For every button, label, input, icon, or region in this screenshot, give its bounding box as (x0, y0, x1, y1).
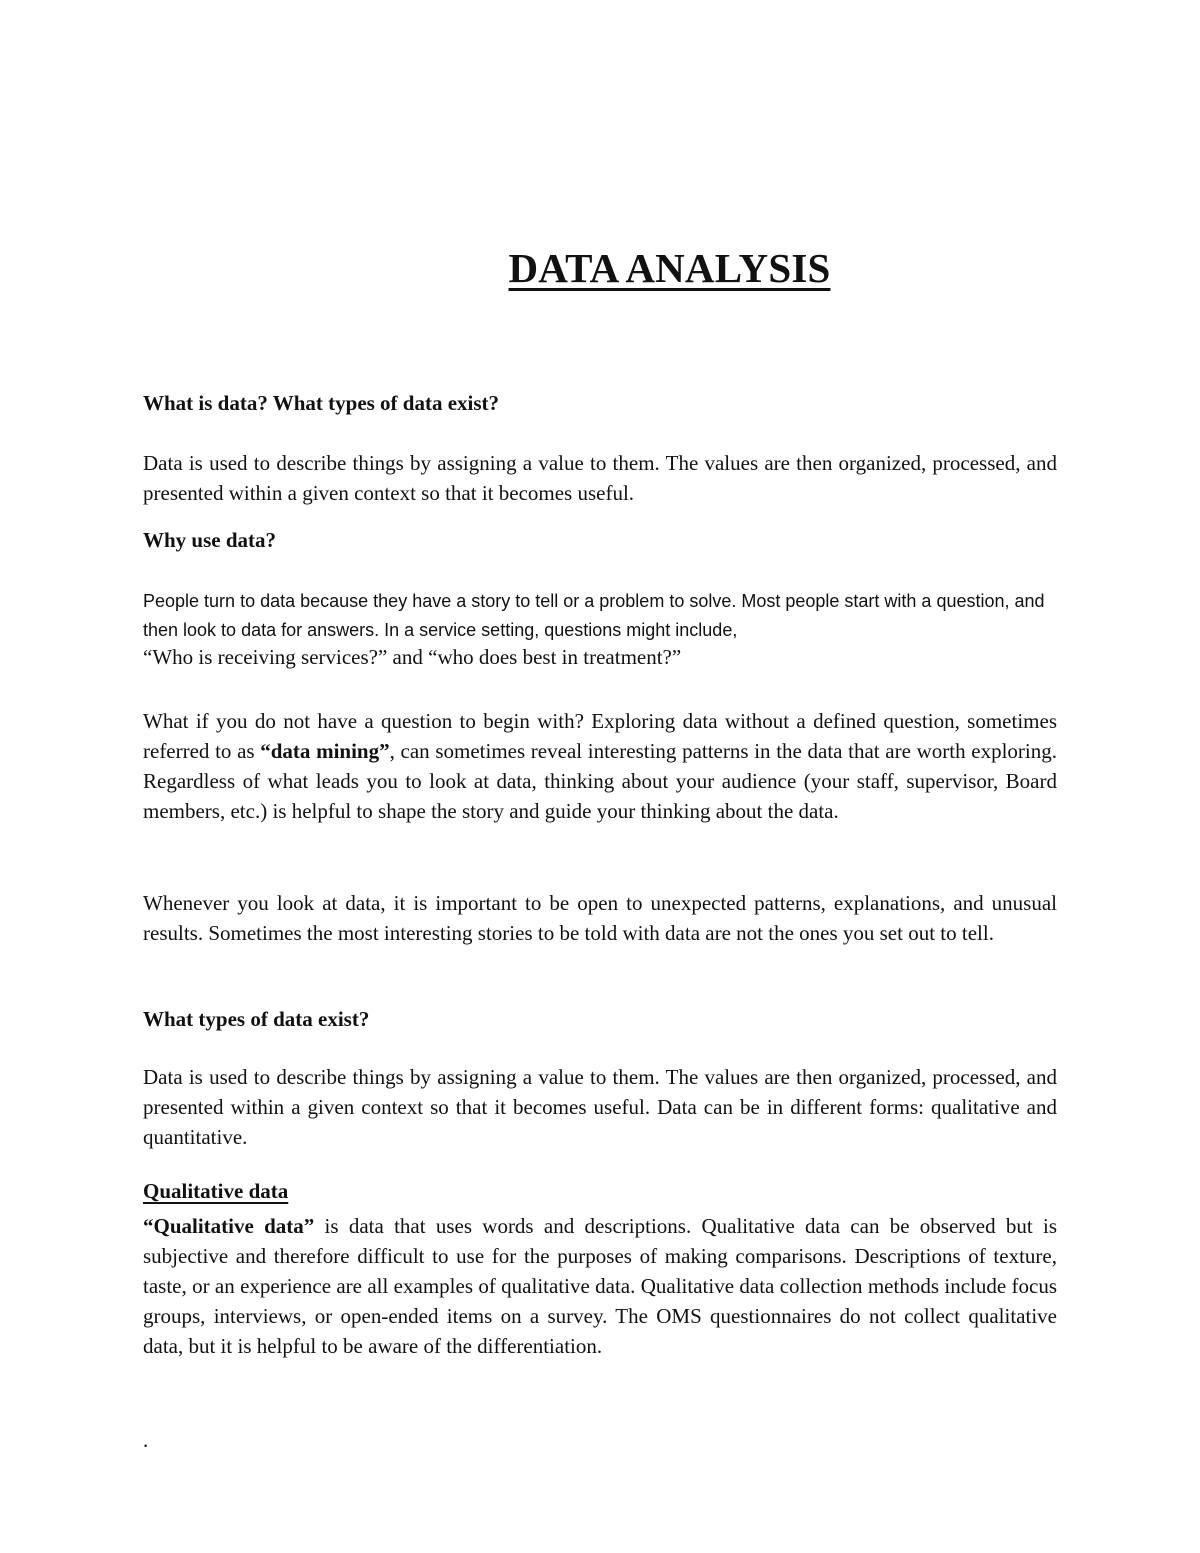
quote-service-questions: “Who is receiving services?” and “who does best in treatment?” (143, 645, 682, 669)
paragraph-data-definition: Data is used to describe things by assigning a value to them. The values are then organized, processed, and presented within a given context so that it becomes useful. (143, 451, 1057, 505)
section-heading-qualitative-data: Qualitative data (143, 1179, 289, 1203)
section-heading-why-use-data: Why use data? (143, 528, 277, 552)
qualitative-data-term: “Qualitative data” (143, 1214, 315, 1238)
paragraph-unexpected-patterns: Whenever you look at data, it is important to be open to unexpected patterns, explanations, and unusual results. Sometimes the most interesting stories to be told with data are not the ones you set out to tell. (143, 891, 1057, 945)
qualitative-data-body: is data that uses words and descriptions. Qualitative data can be observed but is subjective and therefore difficult to use for the purposes of making comparisons. Descriptions of texture, taste, or an experience are all examples of qualitative data. Qualitative data collection methods include focus groups, interviews, or open-ended items on a survey. The OMS questionnaires do not collect qualitative data, but it is helpful to be aware of the differentiation. (143, 1214, 1057, 1358)
data-mining-before: What if you do not have a question to begin with? Exploring data without a defined question, sometimes referred to as (143, 709, 1057, 763)
section-heading-data-types: What types of data exist? (143, 1007, 370, 1031)
section-heading-what-is-data: What is data? What types of data exist? (143, 391, 500, 415)
paragraph-why-use-data: People turn to data because they have a story to tell or a problem to solve. Most people start with a question, and then look to data for answers. In a service setting, questions might include, (143, 591, 1045, 640)
paragraph-data-mining (143, 706, 1057, 826)
paragraph-qualitative-data (143, 1211, 1057, 1361)
data-mining-after: , can sometimes reveal interesting patterns in the data that are worth exploring. Regardless of what leads you to look at data, thinking about your audience (your staff, supervisor, Board members, etc.) is helpful to shape the story and guide your thinking about the data. (143, 739, 1057, 823)
document-title: DATA ANALYSIS (508, 245, 831, 291)
footer-dot: . (143, 1428, 149, 1452)
data-mining-term: “data mining” (260, 739, 390, 763)
paragraph-data-forms: Data is used to describe things by assigning a value to them. The values are then organized, processed, and presented within a given context so that it becomes useful. Data can be in different forms: qualitative and quantitative. (143, 1065, 1057, 1149)
